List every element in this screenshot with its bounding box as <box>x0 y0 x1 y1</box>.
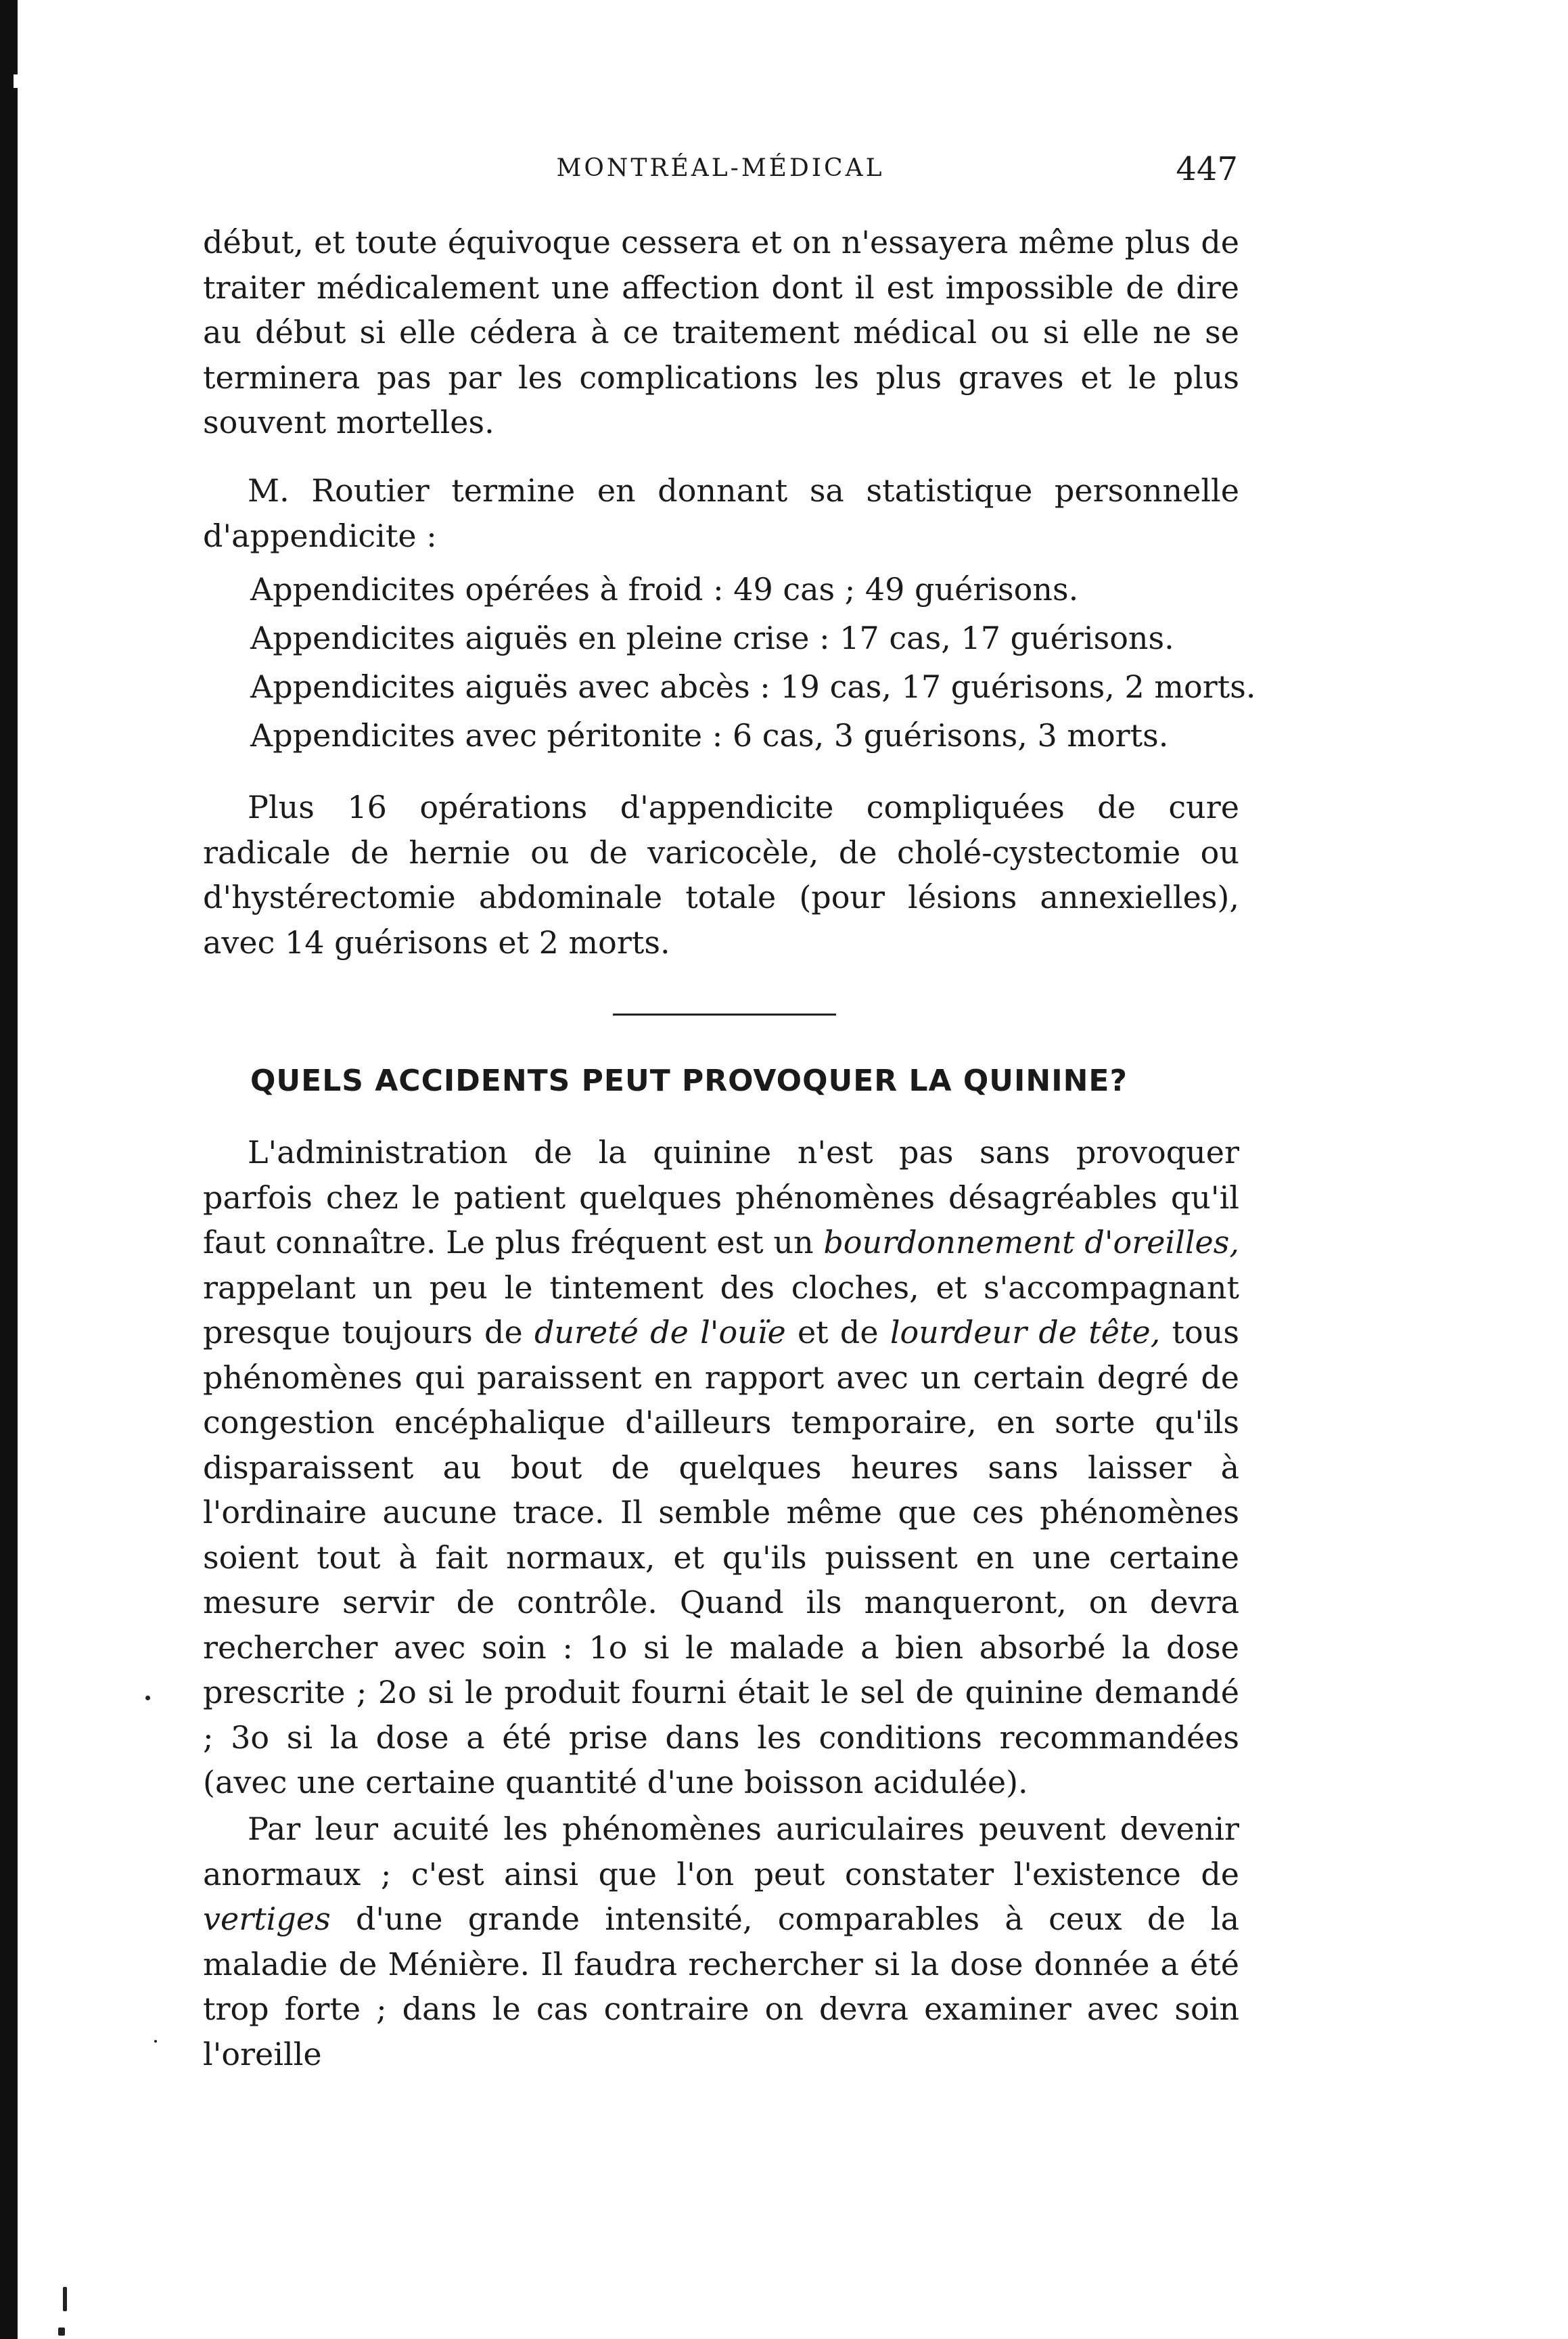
text-run: L'administration de la quinine n'est pas sans provoquer parfois chez le patient quelques phénomènes désagréables qu'il faut connaître. Le plus fréquent est un <box>203 1134 1239 1261</box>
page-number: 447 <box>1176 150 1238 188</box>
section-separator <box>613 1014 836 1016</box>
page-header <box>203 150 1238 191</box>
text-run: rappelant un peu le tintement des cloches, et s'accompagnant presque toujours de <box>203 1269 1239 1350</box>
text-run: tous phénomènes qui paraissent en rapport avec un certain degré de congestion encéphalique d'ailleurs temporaire, en sorte qu'ils disparaissent au bout de quelques heures sans laisser à l'ordinaire aucune trace. Il semble même que ces phénomènes soient tout à fait normaux, et qu'ils puissent en une certaine mesure servir de contrôle. Quand ils manqueront, on devra rechercher avec soin : 1o si le malade a bien absorbé la dose prescrite ; 2o si le produit fourni était le sel de quinine demandé ; 3o si la dose a été prise dans les conditions recommandées (avec une certaine quantité d'une boisson acidulée). <box>203 1314 1239 1800</box>
paragraph-quinine-accidents <box>203 1130 1239 1805</box>
italic-term: bourdonnement d'oreilles, <box>823 1224 1240 1261</box>
text-run: et de <box>785 1314 890 1350</box>
statistics-item: Appendicites aiguës avec abcès : 19 cas, 17 guérisons, 2 morts. <box>250 668 1256 705</box>
italic-term: dureté de l'ouïe <box>534 1314 786 1350</box>
section-title: QUELS ACCIDENTS PEUT PROVOQUER LA QUININE? <box>250 1064 1128 1098</box>
statistics-item: Appendicites avec péritonite : 6 cas, 3 guérisons, 3 morts. <box>250 717 1169 754</box>
paragraph-additional-operations: Plus 16 opérations d'appendicite compliquées de cure radicale de hernie ou de varicocèle, de cholé-cystectomie ou d'hystérectomie abdominale totale (pour lésions annexielles), avec 14 guérisons et 2 morts. <box>203 789 1239 961</box>
paragraph-auricular-phenomena <box>203 1807 1239 2076</box>
italic-term: vertiges <box>203 1901 331 1937</box>
paragraph-continuation: début, et toute équivoque cessera et on n'essayera même plus de traiter médicalement une affection dont il est impossible de dire au début si elle cédera à ce traitement médical ou si elle ne se terminera pas par les complications les plus graves et le plus souvent mortelles. <box>203 224 1239 440</box>
statistics-item: Appendicites aiguës en pleine crise : 17 cas, 17 guérisons. <box>250 620 1174 656</box>
running-head: MONTRÉAL-MÉDICAL <box>556 154 885 182</box>
paragraph-statistics-intro: M. Routier termine en donnant sa statistique personnelle d'appendicite : <box>203 472 1239 554</box>
text-run: d'une grande intensité, comparables à ceux de la maladie de Ménière. Il faudra rechercher si la dose donnée a été trop forte ; dans le cas contraire on devra examiner avec soin l'oreille <box>203 1901 1239 2072</box>
text-run: Par leur acuité les phénomènes auriculaires peuvent devenir anormaux ; c'est ainsi que l'on peut constater l'existence de <box>203 1811 1239 1892</box>
statistics-list <box>250 565 1256 760</box>
italic-term: lourdeur de tête, <box>890 1314 1161 1350</box>
statistics-item: Appendicites opérées à froid : 49 cas ; 49 guérisons. <box>250 571 1079 608</box>
